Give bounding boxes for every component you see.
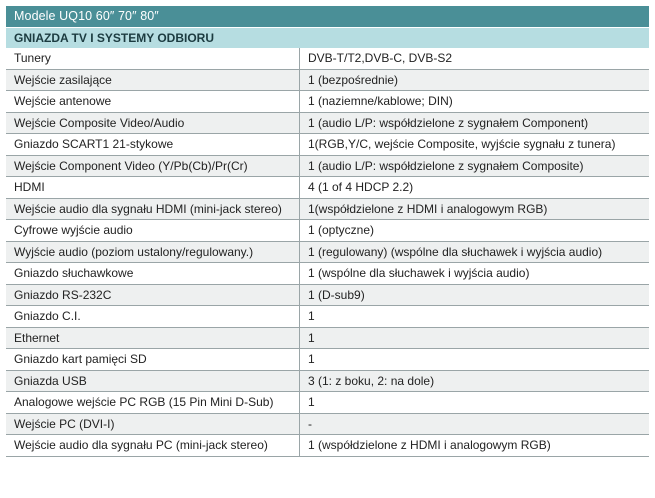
model-title: Modele UQ10 60″ 70″ 80″	[6, 6, 649, 27]
spec-label: Gniazdo SCART1 21-stykowe	[6, 134, 300, 156]
spec-label: Gniazdo C.I.	[6, 306, 300, 328]
spec-value: 1 (bezpośrednie)	[300, 69, 650, 91]
table-row	[6, 413, 649, 435]
spec-label: Wejście antenowe	[6, 91, 300, 113]
table-row	[6, 91, 649, 113]
table-row	[6, 220, 649, 242]
spec-value: 1 (regulowany) (wspólne dla słuchawek i wyjścia audio)	[300, 241, 650, 263]
table-row	[6, 435, 649, 457]
spec-table	[6, 48, 649, 457]
spec-value: 1 (optyczne)	[300, 220, 650, 242]
table-row	[6, 263, 649, 285]
spec-value: 1	[300, 349, 650, 371]
spec-value: 1 (D-sub9)	[300, 284, 650, 306]
table-row	[6, 327, 649, 349]
spec-label: Ethernet	[6, 327, 300, 349]
spec-value: 1 (audio L/P: współdzielone z sygnałem Composite)	[300, 155, 650, 177]
table-row	[6, 69, 649, 91]
table-row	[6, 284, 649, 306]
table-row	[6, 306, 649, 328]
spec-label: Gniazdo słuchawkowe	[6, 263, 300, 285]
spec-label: Analogowe wejście PC RGB (15 Pin Mini D-Sub)	[6, 392, 300, 414]
spec-value: 1(RGB,Y/C, wejście Composite, wyjście sygnału z tunera)	[300, 134, 650, 156]
spec-label: Gniazdo kart pamięci SD	[6, 349, 300, 371]
spec-value: 1 (naziemne/kablowe; DIN)	[300, 91, 650, 113]
spec-label: Cyfrowe wyjście audio	[6, 220, 300, 242]
spec-label: HDMI	[6, 177, 300, 199]
spec-value: 4 (1 of 4 HDCP 2.2)	[300, 177, 650, 199]
spec-label: Wejście audio dla sygnału PC (mini-jack stereo)	[6, 435, 300, 457]
table-row	[6, 392, 649, 414]
spec-value: 1	[300, 306, 650, 328]
section-title: GNIAZDA TV I SYSTEMY ODBIORU	[6, 27, 649, 48]
table-row	[6, 177, 649, 199]
spec-sheet	[6, 6, 649, 457]
spec-value: DVB-T/T2,DVB-C, DVB-S2	[300, 48, 650, 69]
spec-label: Wejście audio dla sygnału HDMI (mini-jack stereo)	[6, 198, 300, 220]
table-row	[6, 48, 649, 69]
table-row	[6, 241, 649, 263]
spec-value: 1	[300, 392, 650, 414]
table-row	[6, 349, 649, 371]
table-row	[6, 370, 649, 392]
spec-label: Gniazdo RS-232C	[6, 284, 300, 306]
spec-value: -	[300, 413, 650, 435]
table-row	[6, 155, 649, 177]
spec-value: 1	[300, 327, 650, 349]
spec-label: Wejście PC (DVI-I)	[6, 413, 300, 435]
spec-value: 1 (wspólne dla słuchawek i wyjścia audio)	[300, 263, 650, 285]
spec-label: Wejście Component Video (Y/Pb(Cb)/Pr(Cr)	[6, 155, 300, 177]
table-row	[6, 134, 649, 156]
spec-label: Wejście zasilające	[6, 69, 300, 91]
spec-table-body	[6, 48, 649, 456]
table-row	[6, 198, 649, 220]
spec-value: 1(współdzielone z HDMI i analogowym RGB)	[300, 198, 650, 220]
spec-value: 3 (1: z boku, 2: na dole)	[300, 370, 650, 392]
spec-value: 1 (audio L/P: współdzielone z sygnałem Component)	[300, 112, 650, 134]
spec-label: Wyjście audio (poziom ustalony/regulowany.)	[6, 241, 300, 263]
spec-label: Wejście Composite Video/Audio	[6, 112, 300, 134]
spec-label: Gniazda USB	[6, 370, 300, 392]
table-row	[6, 112, 649, 134]
spec-value: 1 (współdzielone z HDMI i analogowym RGB)	[300, 435, 650, 457]
spec-label: Tunery	[6, 48, 300, 69]
